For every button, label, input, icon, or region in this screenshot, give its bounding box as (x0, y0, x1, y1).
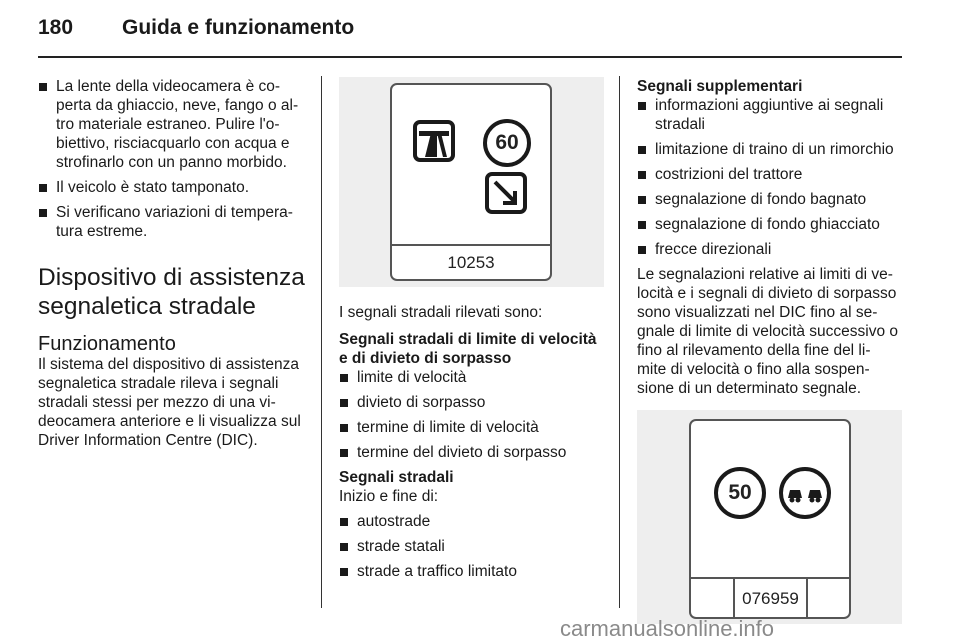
column-left (38, 77, 306, 450)
group-lead: Inizio e fine di: (339, 488, 439, 505)
intro-text: I segnali stradali rilevati sono: (339, 304, 543, 321)
list-item: segnalazione di fondo bagnato (637, 190, 902, 209)
body-text: Il sistema del dispositivo di assistenza segnaletica stradale rileva i segnali stradali stessi per mezzo di una vi- deocamera anteriore e li visualizza sul Driver Information Centre (DIC). (38, 356, 301, 449)
list-item: informazioni aggiuntive ai segnali stradali (637, 96, 902, 134)
speed-limit-value: 60 (495, 131, 519, 154)
speed-limit-value: 50 (728, 481, 752, 504)
subsection-title: Funzionamento (38, 333, 176, 355)
page-title: Guida e funzionamento (122, 16, 355, 39)
list-item: limitazione di traino di un rimorchio (637, 140, 902, 159)
header-rule (38, 56, 902, 58)
group-heading: Segnali stradali di limite di velocità e di divieto di sorpasso (339, 331, 597, 367)
list-item: termine del divieto di sorpasso (339, 443, 604, 462)
page-header (38, 16, 902, 64)
figure-code: 076959 (742, 589, 799, 608)
no-overtaking-sign-icon (781, 469, 829, 517)
list-item: costrizioni del trattore (637, 165, 902, 184)
direction-arrow-sign-icon (487, 174, 525, 212)
list-item: Si verificano variazioni di tempera- tura estreme. (38, 203, 306, 241)
dic-display-illustration (339, 77, 604, 287)
list-item: frecce direzionali (637, 240, 902, 259)
page-number: 180 (38, 16, 74, 39)
section-title: Dispositivo di assistenza segnaletica stradale (38, 264, 305, 320)
watermark: carmanualsonline.info (560, 616, 775, 641)
body-text: Le segnalazioni relative ai limiti di ve- locità e i segnali di divieto di sorpasso sono visualizzati nel DIC fino al se- gnale di limite di velocità successivo o fino al rilevamento della fine del li- mite di velocità o fino alla sospen- sione di un determinato segnale. (637, 266, 899, 397)
column-right (637, 77, 902, 624)
list-item: segnalazione di fondo ghiacciato (637, 215, 902, 234)
column-middle (339, 77, 604, 587)
motorway-sign-icon (415, 122, 453, 160)
list-item: autostrade (339, 512, 604, 531)
column-divider (321, 76, 322, 608)
group-heading: Segnali supplementari (637, 78, 803, 95)
dic-display-illustration (637, 410, 902, 624)
list-item: Il veicolo è stato tamponato. (38, 178, 306, 197)
list-item: termine di limite di velocità (339, 418, 604, 437)
group-heading: Segnali stradali (339, 469, 454, 486)
figure-code: 10253 (447, 253, 495, 272)
list-item: strade statali (339, 537, 604, 556)
list-item: limite di velocità (339, 368, 604, 387)
list-item: La lente della videocamera è co- perta da ghiaccio, neve, fango o al- tro materiale estraneo. Pulire l'o- biettivo, risciacquarlo con acqua e strofinarlo con un panno morbido. (38, 77, 306, 172)
list-item: divieto di sorpasso (339, 393, 604, 412)
column-divider (619, 76, 620, 608)
list-item: strade a traffico limitato (339, 562, 604, 581)
